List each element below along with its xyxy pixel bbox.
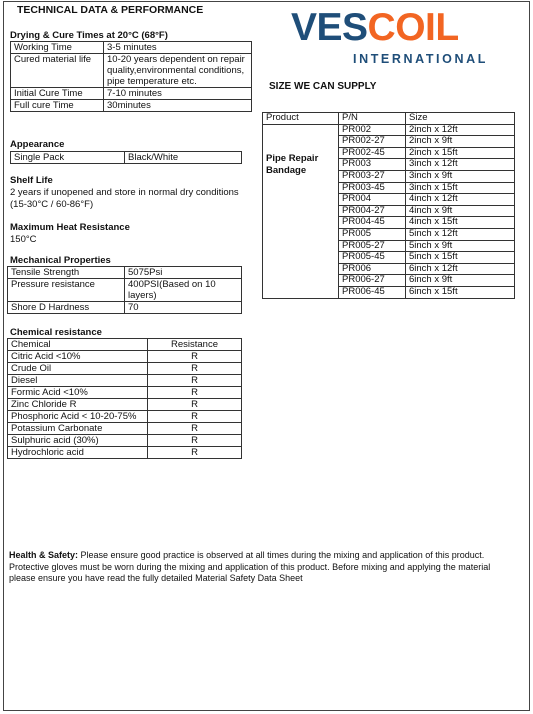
- chemical-resistance: R: [148, 411, 242, 423]
- part-number: PR004-45: [339, 217, 406, 229]
- drying-heading: Drying & Cure Times at 20°C (68°F): [10, 30, 168, 41]
- chemical-col-header: Chemical: [8, 339, 148, 351]
- mechanical-label: Shore D Hardness: [8, 302, 125, 314]
- chemical-row: [8, 435, 242, 447]
- part-number: PR005-45: [339, 252, 406, 264]
- chemical-name: Zinc Chloride R: [8, 399, 148, 411]
- product-col-header: Product: [263, 113, 339, 125]
- mechanical-table: [7, 266, 242, 314]
- drying-value: 30minutes: [104, 100, 252, 112]
- appearance-heading: Appearance: [10, 139, 65, 150]
- health-safety-note: [9, 550, 519, 585]
- chemical-row: [8, 447, 242, 459]
- chemical-row: [8, 375, 242, 387]
- drying-label: Cured material life: [11, 54, 104, 88]
- part-number: PR003: [339, 159, 406, 171]
- appearance-value: Black/White: [125, 152, 242, 164]
- size-col-header: Size: [406, 113, 515, 125]
- health-safety-text: Please ensure good practice is observed at all times during the mixing and application of this product. Protective gloves must be worn during the mixing and application of this product. Before mixing and applying the material please ensure you have read the fully detailed Material Safety Data Sheet: [9, 550, 491, 583]
- chemical-name: Sulphuric acid (30%): [8, 435, 148, 447]
- drying-label: Working Time: [11, 42, 104, 54]
- drying-row: [11, 54, 252, 88]
- chemical-name: Formic Acid <10%: [8, 387, 148, 399]
- shelf-life-heading: Shelf Life: [10, 175, 53, 186]
- chemical-resistance: R: [148, 423, 242, 435]
- drying-row: [11, 42, 252, 54]
- chemical-name: Phosphoric Acid < 10-20-75%: [8, 411, 148, 423]
- chemical-name: Crude Oil: [8, 363, 148, 375]
- size-value: 2inch x 15ft: [406, 147, 515, 159]
- size-value: 5inch x 12ft: [406, 228, 515, 240]
- part-number: PR006: [339, 263, 406, 275]
- part-number: PR003-27: [339, 170, 406, 182]
- resistance-col-header: Resistance: [148, 339, 242, 351]
- size-value: 5inch x 9ft: [406, 240, 515, 252]
- chemical-name: Potassium Carbonate: [8, 423, 148, 435]
- chemical-resistance: R: [148, 435, 242, 447]
- mechanical-row: [8, 267, 242, 279]
- pn-col-header: P/N: [339, 113, 406, 125]
- chemical-resistance: R: [148, 399, 242, 411]
- appearance-label: Single Pack: [11, 152, 125, 164]
- sizes-row: [263, 124, 515, 136]
- mechanical-heading: Mechanical Properties: [10, 255, 111, 266]
- chemical-resistance: R: [148, 375, 242, 387]
- drying-table: [10, 41, 252, 112]
- mechanical-value: 400PSI(Based on 10 layers): [125, 279, 242, 302]
- size-value: 4inch x 15ft: [406, 217, 515, 229]
- part-number: PR005: [339, 228, 406, 240]
- health-safety-label: Health & Safety:: [9, 550, 79, 560]
- mechanical-row: [8, 302, 242, 314]
- drying-label: Initial Cure Time: [11, 88, 104, 100]
- part-number: PR004: [339, 194, 406, 206]
- logo-part1: VES: [291, 6, 368, 49]
- logo-subtitle: INTERNATIONAL: [353, 52, 488, 66]
- chemical-resistance: R: [148, 387, 242, 399]
- size-value: 6inch x 15ft: [406, 286, 515, 298]
- product-name: Pipe Repair Bandage: [263, 124, 339, 298]
- drying-row: [11, 88, 252, 100]
- drying-value: 7-10 minutes: [104, 88, 252, 100]
- chemical-heading: Chemical resistance: [10, 327, 102, 338]
- shelf-life-text: 2 years if unopened and store in normal dry conditions (15-30°C / 60-86°F): [10, 187, 239, 210]
- chemical-name: Diesel: [8, 375, 148, 387]
- chemical-resistance: R: [148, 363, 242, 375]
- drying-row: [11, 100, 252, 112]
- chemical-row: [8, 423, 242, 435]
- sizes-table: [262, 112, 515, 299]
- part-number: PR002-27: [339, 136, 406, 148]
- heat-heading: Maximum Heat Resistance: [10, 222, 130, 233]
- chemical-row: [8, 363, 242, 375]
- drying-value: 3-5 minutes: [104, 42, 252, 54]
- appearance-row: [11, 152, 242, 164]
- chemical-resistance: R: [148, 351, 242, 363]
- size-value: 4inch x 9ft: [406, 205, 515, 217]
- drying-label: Full cure Time: [11, 100, 104, 112]
- chemical-row: [8, 387, 242, 399]
- logo-part2: COIL: [367, 6, 459, 49]
- size-value: 6inch x 12ft: [406, 263, 515, 275]
- sizes-heading: SIZE WE CAN SUPPLY: [269, 81, 377, 92]
- chemical-name: Hydrochloric acid: [8, 447, 148, 459]
- size-value: 6inch x 9ft: [406, 275, 515, 287]
- size-value: 4inch x 12ft: [406, 194, 515, 206]
- chemical-row: [8, 399, 242, 411]
- appearance-table: [10, 151, 242, 164]
- size-value: 3inch x 12ft: [406, 159, 515, 171]
- part-number: PR002-45: [339, 147, 406, 159]
- part-number: PR006-27: [339, 275, 406, 287]
- size-value: 2inch x 12ft: [406, 124, 515, 136]
- mechanical-label: Pressure resistance: [8, 279, 125, 302]
- size-value: 3inch x 9ft: [406, 170, 515, 182]
- mechanical-value: 70: [125, 302, 242, 314]
- part-number: PR006-45: [339, 286, 406, 298]
- mechanical-row: [8, 279, 242, 302]
- part-number: PR004-27: [339, 205, 406, 217]
- sizes-header-row: [263, 113, 515, 125]
- drying-value: 10-20 years dependent on repair quality,environmental conditions, pipe temperature etc.: [104, 54, 252, 88]
- size-value: 3inch x 15ft: [406, 182, 515, 194]
- size-value: 2inch x 9ft: [406, 136, 515, 148]
- size-value: 5inch x 15ft: [406, 252, 515, 264]
- part-number: PR003-45: [339, 182, 406, 194]
- part-number: PR005-27: [339, 240, 406, 252]
- chemical-row: [8, 351, 242, 363]
- page-title: TECHNICAL DATA & PERFORMANCE: [17, 4, 204, 16]
- chemical-table: [7, 338, 242, 459]
- vescoil-logo: [291, 6, 488, 66]
- chemical-header-row: [8, 339, 242, 351]
- heat-value: 150°C: [10, 234, 37, 245]
- chemical-row: [8, 411, 242, 423]
- chemical-name: Citric Acid <10%: [8, 351, 148, 363]
- chemical-resistance: R: [148, 447, 242, 459]
- mechanical-value: 5075Psi: [125, 267, 242, 279]
- part-number: PR002: [339, 124, 406, 136]
- mechanical-label: Tensile Strength: [8, 267, 125, 279]
